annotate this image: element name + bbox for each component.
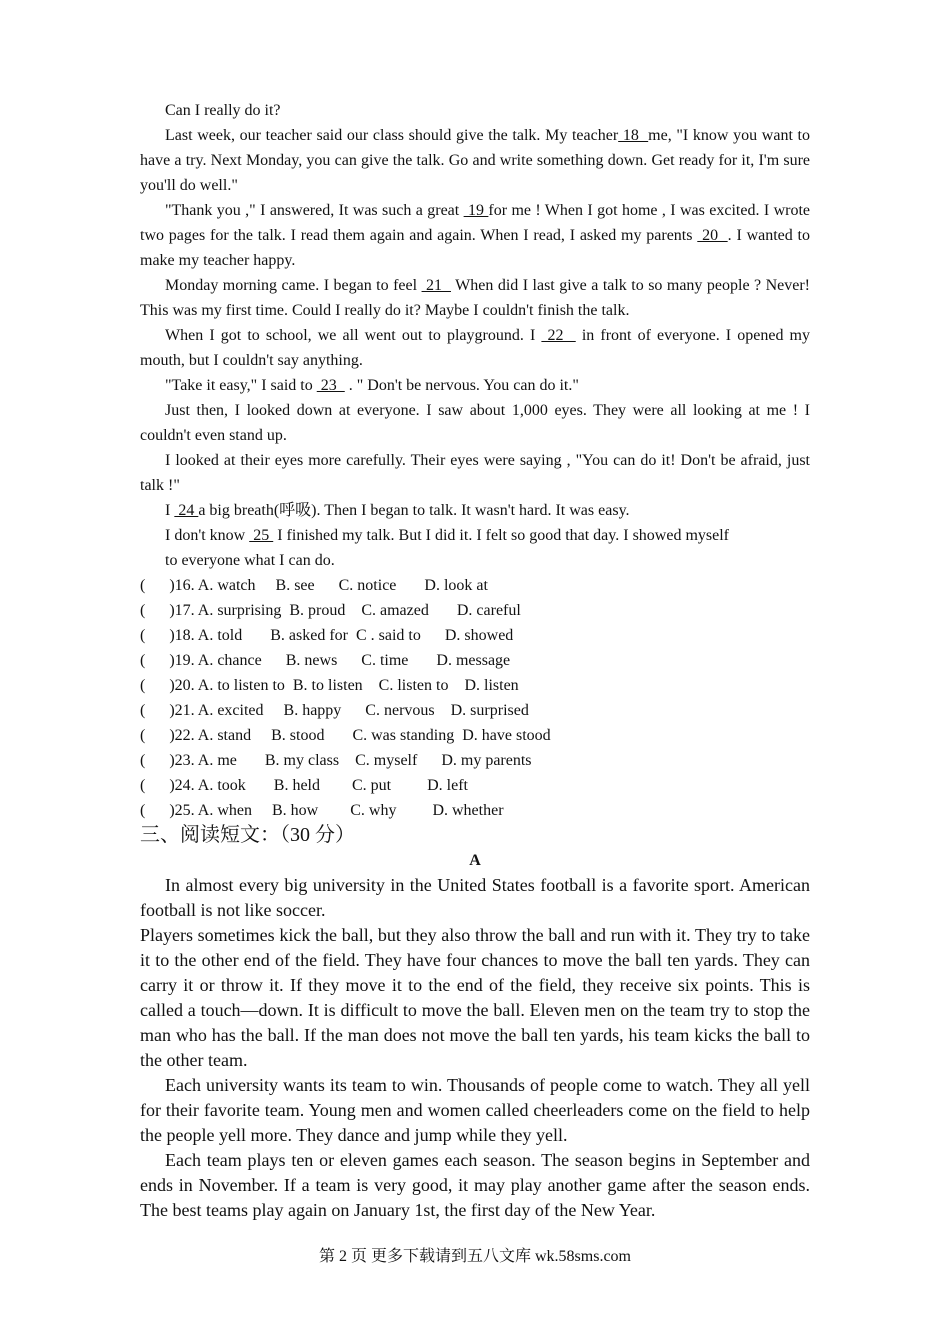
reading-paragraph-2: Players sometimes kick the ball, but they also throw the ball and run with it. They try to take it to the other end of the field. They have four chances to move the ball ten yards. They can carry it or throw it. If they move it to the end of the field, they receive six points. This is called a touch—down. It is difficult to move the ball. Eleven men on the team try to stop the man who has the ball. If the man does not move the ball ten yards, his team kicks the ball to the other team. (140, 925, 810, 1070)
cloze-paragraph-1: Last week, our teacher said our class should give the talk. My teacher 18 me, "I know you want to have a try. Next Monday, you can give the talk. Go and write something down. Get ready for it, I'm sure you'll do well." (140, 127, 811, 194)
cloze-paragraph-2: "Thank you ," I answered, It was such a great 19 for me ! When I got home , I was excited. I wrote two pages for the talk. I read them again and again. When I read, I asked my parents 20 . I wanted to make my teacher happy. (140, 202, 811, 269)
reading-paragraph-4: Each team plays ten or eleven games each season. The season begins in September and ends in November. If a team is very good, it may play another game after the season ends. The best teams play again on January 1st, the first day of the New Year. (140, 1150, 810, 1220)
question-22: ( )22. A. stand B. stood C. was standing D. have stood (140, 727, 551, 744)
blank-24: 24 (174, 502, 199, 519)
cloze-paragraph-9: I don't know 25 I finished my talk. But I did it. I felt so good that day. I showed myself (165, 527, 729, 544)
blank-25: 25 (249, 527, 274, 544)
blank-21: 21 (421, 277, 451, 294)
question-17: ( )17. A. surprising B. proud C. amazed D. careful (140, 602, 521, 619)
cloze-paragraph-5: "Take it easy," I said to 23 . " Don't be nervous. You can do it." (165, 377, 579, 394)
question-19: ( )19. A. chance B. news C. time D. message (140, 652, 511, 669)
cloze-paragraph-4: When I got to school, we all went out to playground. I 22 in front of everyone. I opened my mouth, but I couldn't say anything. (140, 327, 811, 369)
question-20: ( )20. A. to listen to B. to listen C. listen to D. listen (140, 677, 519, 694)
question-16: ( )16. A. watch B. see C. notice D. look at (140, 577, 488, 594)
document-body (140, 98, 810, 1223)
question-18: ( )18. A. told B. asked for C . said to D. showed (140, 627, 514, 644)
question-list (140, 573, 810, 823)
blank-23: 23 (316, 377, 345, 394)
question-23: ( )23. A. me B. my class C. myself D. my parents (140, 752, 532, 769)
cloze-paragraph-10: to everyone what I can do. (165, 552, 335, 569)
section-heading: 三、阅读短文：（30 分） (140, 824, 355, 846)
reading-paragraph-1: In almost every big university in the United States football is a favorite sport. American football is not like soccer. (140, 875, 810, 920)
cloze-paragraph-3: Monday morning came. I began to feel 21 When did I last give a talk to so many people ? Never! This was my first time. Could I really do it? Maybe I couldn't finish the talk. (140, 277, 811, 319)
question-24: ( )24. A. took B. held C. put D. left (140, 777, 468, 794)
cloze-paragraph-6: Just then, I looked down at everyone. I saw about 1,000 eyes. They were all looking at me ! I couldn't even stand up. (140, 402, 810, 444)
question-25: ( )25. A. when B. how C. why D. whether (140, 802, 504, 819)
passage-title: Can I really do it? (165, 102, 281, 119)
blank-18: 18 (618, 127, 649, 144)
blank-19: 19 (463, 202, 489, 219)
blank-22: 22 (541, 327, 576, 344)
reading-paragraph-3: Each university wants its team to win. Thousands of people come to watch. They all yell for their favorite team. Young men and women called cheerleaders come on the field to help the people yell more. They dance and jump while they yell. (140, 1075, 810, 1145)
cloze-paragraph-7: I looked at their eyes more carefully. Their eyes were saying , "You can do it! Don't be afraid, just talk !" (140, 452, 810, 494)
reading-title: A (469, 852, 481, 869)
page-footer: 第 2 页 更多下载请到五八文库 wk.58sms.com (318, 1248, 631, 1265)
cloze-paragraph-8: I 24 a big breath(呼吸). Then I began to talk. It wasn't hard. It was easy. (165, 502, 630, 519)
question-21: ( )21. A. excited B. happy C. nervous D. surprised (140, 702, 529, 719)
blank-20: 20 (697, 227, 728, 244)
